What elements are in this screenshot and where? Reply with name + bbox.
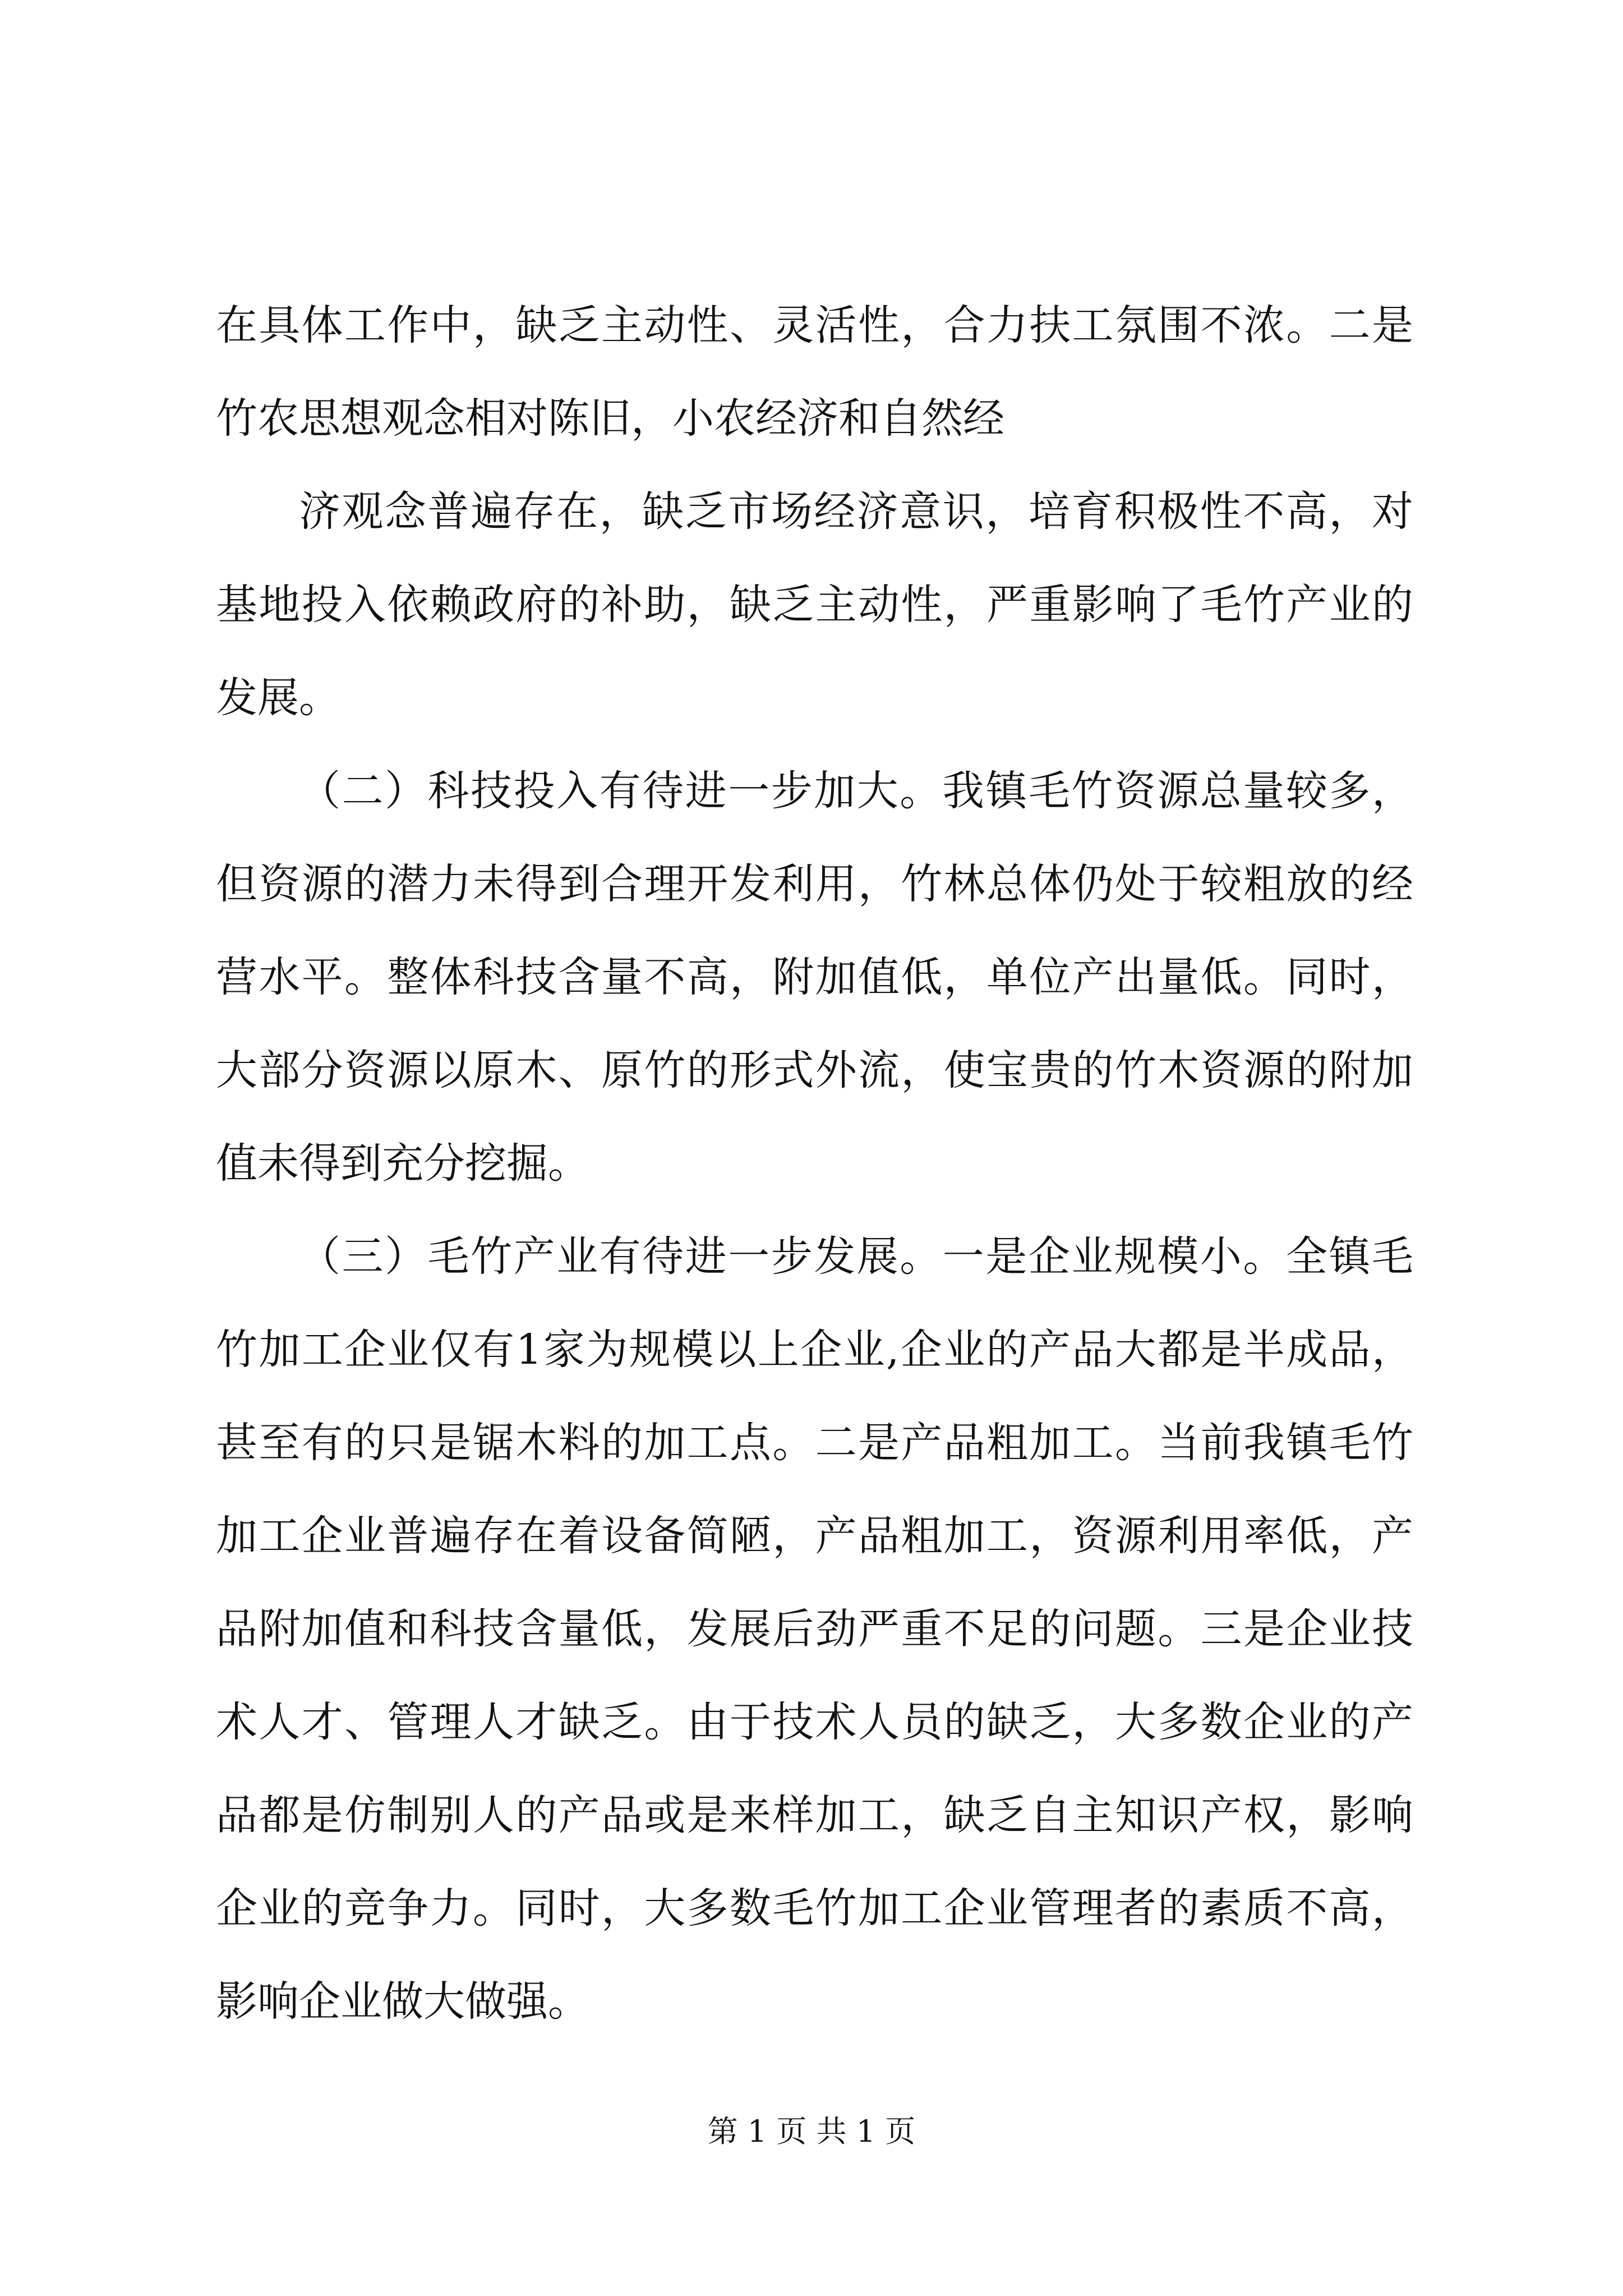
text-line: 甚至有的只是锯木料的加工点。二是产品粗加工。当前我镇毛竹 [216, 1419, 1413, 1467]
text-line: 发展。 [216, 674, 340, 722]
text-line: 影响企业做大做强。 [216, 1977, 589, 2026]
text-line: 但资源的潜力未得到合理开发利用，竹林总体仍处于较粗放的经 [216, 860, 1413, 908]
text-line: 值未得到充分挖掘。 [216, 1139, 589, 1188]
text-line: （二）科技投入有待进一步加大。我镇毛竹资源总量较多， [299, 767, 1413, 815]
page-number-footer: 第 1 页 共 1 页 [707, 2114, 916, 2149]
text-line: 竹加工企业仅有1家为规模以上企业,企业的产品大都是半成品， [216, 1326, 1413, 1374]
text-line: 竹农思想观念相对陈旧，小农经济和自然经 [216, 394, 1004, 443]
text-line: （三）毛竹产业有待进一步发展。一是企业规模小。全镇毛 [299, 1232, 1413, 1281]
text-line: 品附加值和科技含量低，发展后劲严重不足的问题。三是企业技 [216, 1605, 1413, 1653]
text-line: 企业的竞争力。同时，大多数毛竹加工企业管理者的素质不高， [216, 1884, 1413, 1932]
text-line: 在具体工作中，缺乏主动性、灵活性，合力扶工氛围不浓。二是 [216, 301, 1413, 349]
text-line: 大部分资源以原木、原竹的形式外流，使宝贵的竹木资源的附加 [216, 1046, 1413, 1094]
document-body [216, 297, 1413, 2067]
text-line: 术人才、管理人才缺乏。由于技术人员的缺乏，大多数企业的产 [216, 1698, 1413, 1746]
text-line: 营水平。整体科技含量不高，附加值低，单位产出量低。同时， [216, 953, 1413, 1001]
text-line: 基地投入依赖政府的补助，缺乏主动性，严重影响了毛竹产业的 [216, 581, 1413, 629]
text-line: 品都是仿制别人的产品或是来样加工，缺乏自主知识产权，影响 [216, 1791, 1413, 1839]
text-line: 济观念普遍存在，缺乏市场经济意识，培育积极性不高，对 [299, 487, 1413, 536]
text-line: 加工企业普遍存在着设备简陋，产品粗加工，资源利用率低，产 [216, 1512, 1413, 1560]
